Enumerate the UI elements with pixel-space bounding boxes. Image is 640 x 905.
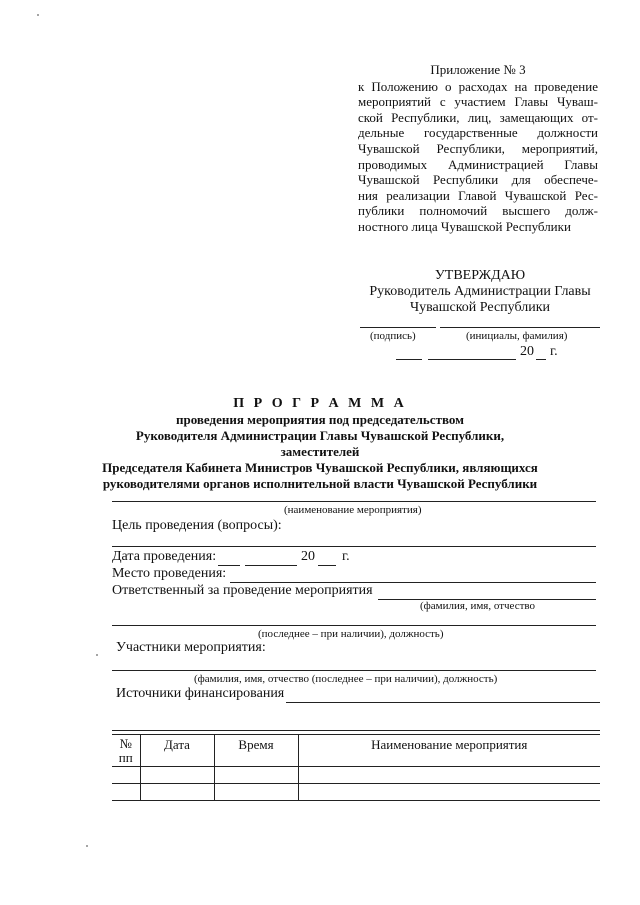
appendix-line: к Положению о расходах на проведение (358, 78, 598, 94)
scan-speck (37, 14, 39, 16)
date-label: Дата проведения: (112, 549, 217, 564)
approval-day-blank[interactable] (396, 359, 422, 360)
appendix-block (358, 62, 598, 235)
table-cell[interactable] (298, 767, 600, 784)
signature-caption: (подпись) (370, 330, 416, 342)
appendix-line: ской Республики, лиц, замещающих от- (358, 109, 598, 125)
appendix-line: ностного лица Чувашской Республики (358, 218, 571, 234)
funding-line[interactable] (286, 702, 600, 703)
approval-block (360, 268, 600, 316)
goal-label: Цель проведения (вопросы): (112, 518, 282, 533)
approval-year-suffix: г. (550, 344, 558, 359)
participants-line[interactable] (112, 670, 596, 671)
event-name-caption: (наименование мероприятия) (284, 504, 422, 516)
appendix-line: проводимых Администрацией Главы (358, 156, 598, 172)
table-header-date: Дата (140, 735, 214, 767)
responsible-caption-2: (последнее – при наличии), должность) (258, 628, 444, 640)
program-subtitle-line: руководителями органов исполнительной власти Чувашской Республики (102, 476, 538, 491)
appendix-title: Приложение № 3 (430, 62, 526, 77)
approval-title: УТВЕРЖДАЮ (434, 268, 526, 283)
program-table (112, 734, 600, 801)
scan-speck (96, 654, 98, 656)
appendix-line: мероприятий с участием Главы Чуваш- (358, 94, 598, 110)
appendix-line: ния реализации Главой Чувашской Рес- (358, 187, 598, 203)
table-row (112, 784, 600, 801)
place-label: Место проведения: (112, 566, 227, 581)
responsible-caption-1: (фамилия, имя, отчество (420, 600, 536, 612)
program-subtitle (100, 412, 540, 492)
initials-caption: (инициалы, фамилия) (466, 330, 568, 342)
table-cell[interactable] (140, 767, 214, 784)
approval-position-line2: Чувашской Республики (409, 300, 551, 315)
program-title: П Р О Г Р А М М А (233, 396, 407, 411)
table-cell[interactable] (298, 784, 600, 801)
approval-year-blank[interactable] (536, 359, 546, 360)
funding-label: Источники финансирования (116, 686, 285, 701)
table-header-event: Наименование мероприятия (298, 735, 600, 767)
approval-year-prefix: 20 (520, 344, 534, 359)
appendix-line: публики полномочий высшего долж- (358, 203, 598, 219)
table-header-time: Время (214, 735, 298, 767)
initials-line[interactable] (440, 327, 600, 328)
table-cell[interactable] (112, 784, 140, 801)
participants-caption: (фамилия, имя, отчество (последнее – при наличии), должность) (194, 673, 498, 685)
table-header-number: № пп (112, 735, 140, 767)
signature-line[interactable] (360, 327, 436, 328)
date-month-blank[interactable] (245, 565, 297, 566)
event-name-line[interactable] (112, 501, 596, 502)
appendix-line: Чувашской Республики для обеспече- (358, 172, 598, 188)
appendix-line: дельные государственные должности (358, 125, 598, 141)
table-row (112, 767, 600, 784)
program-subtitle-line: проведения мероприятия под председательством (175, 412, 464, 427)
table-cell[interactable] (112, 767, 140, 784)
goal-line[interactable] (112, 546, 596, 547)
responsible-label: Ответственный за проведение мероприятия (112, 583, 373, 598)
responsible-line-2[interactable] (112, 625, 596, 626)
appendix-line: Чувашской Республики, мероприятий, (358, 140, 598, 156)
table-cell[interactable] (214, 767, 298, 784)
program-subtitle-line: Руководителя Администрации Главы Чувашской Республики, заместителей (135, 428, 505, 459)
approval-month-blank[interactable] (428, 359, 516, 360)
date-year-suffix: г. (342, 549, 350, 564)
program-subtitle-line: Председателя Кабинета Министров Чувашской Республики, являющихся (102, 460, 538, 475)
scan-speck (86, 845, 88, 847)
approval-position-line1: Руководитель Администрации Главы (369, 284, 591, 299)
table-cell[interactable] (214, 784, 298, 801)
table-cell[interactable] (140, 784, 214, 801)
date-year-blank[interactable] (318, 565, 336, 566)
table-header-row (112, 735, 600, 767)
participants-label: Участники мероприятия: (116, 640, 266, 655)
funding-line-2[interactable] (112, 730, 600, 731)
date-year-prefix: 20 (301, 549, 315, 564)
